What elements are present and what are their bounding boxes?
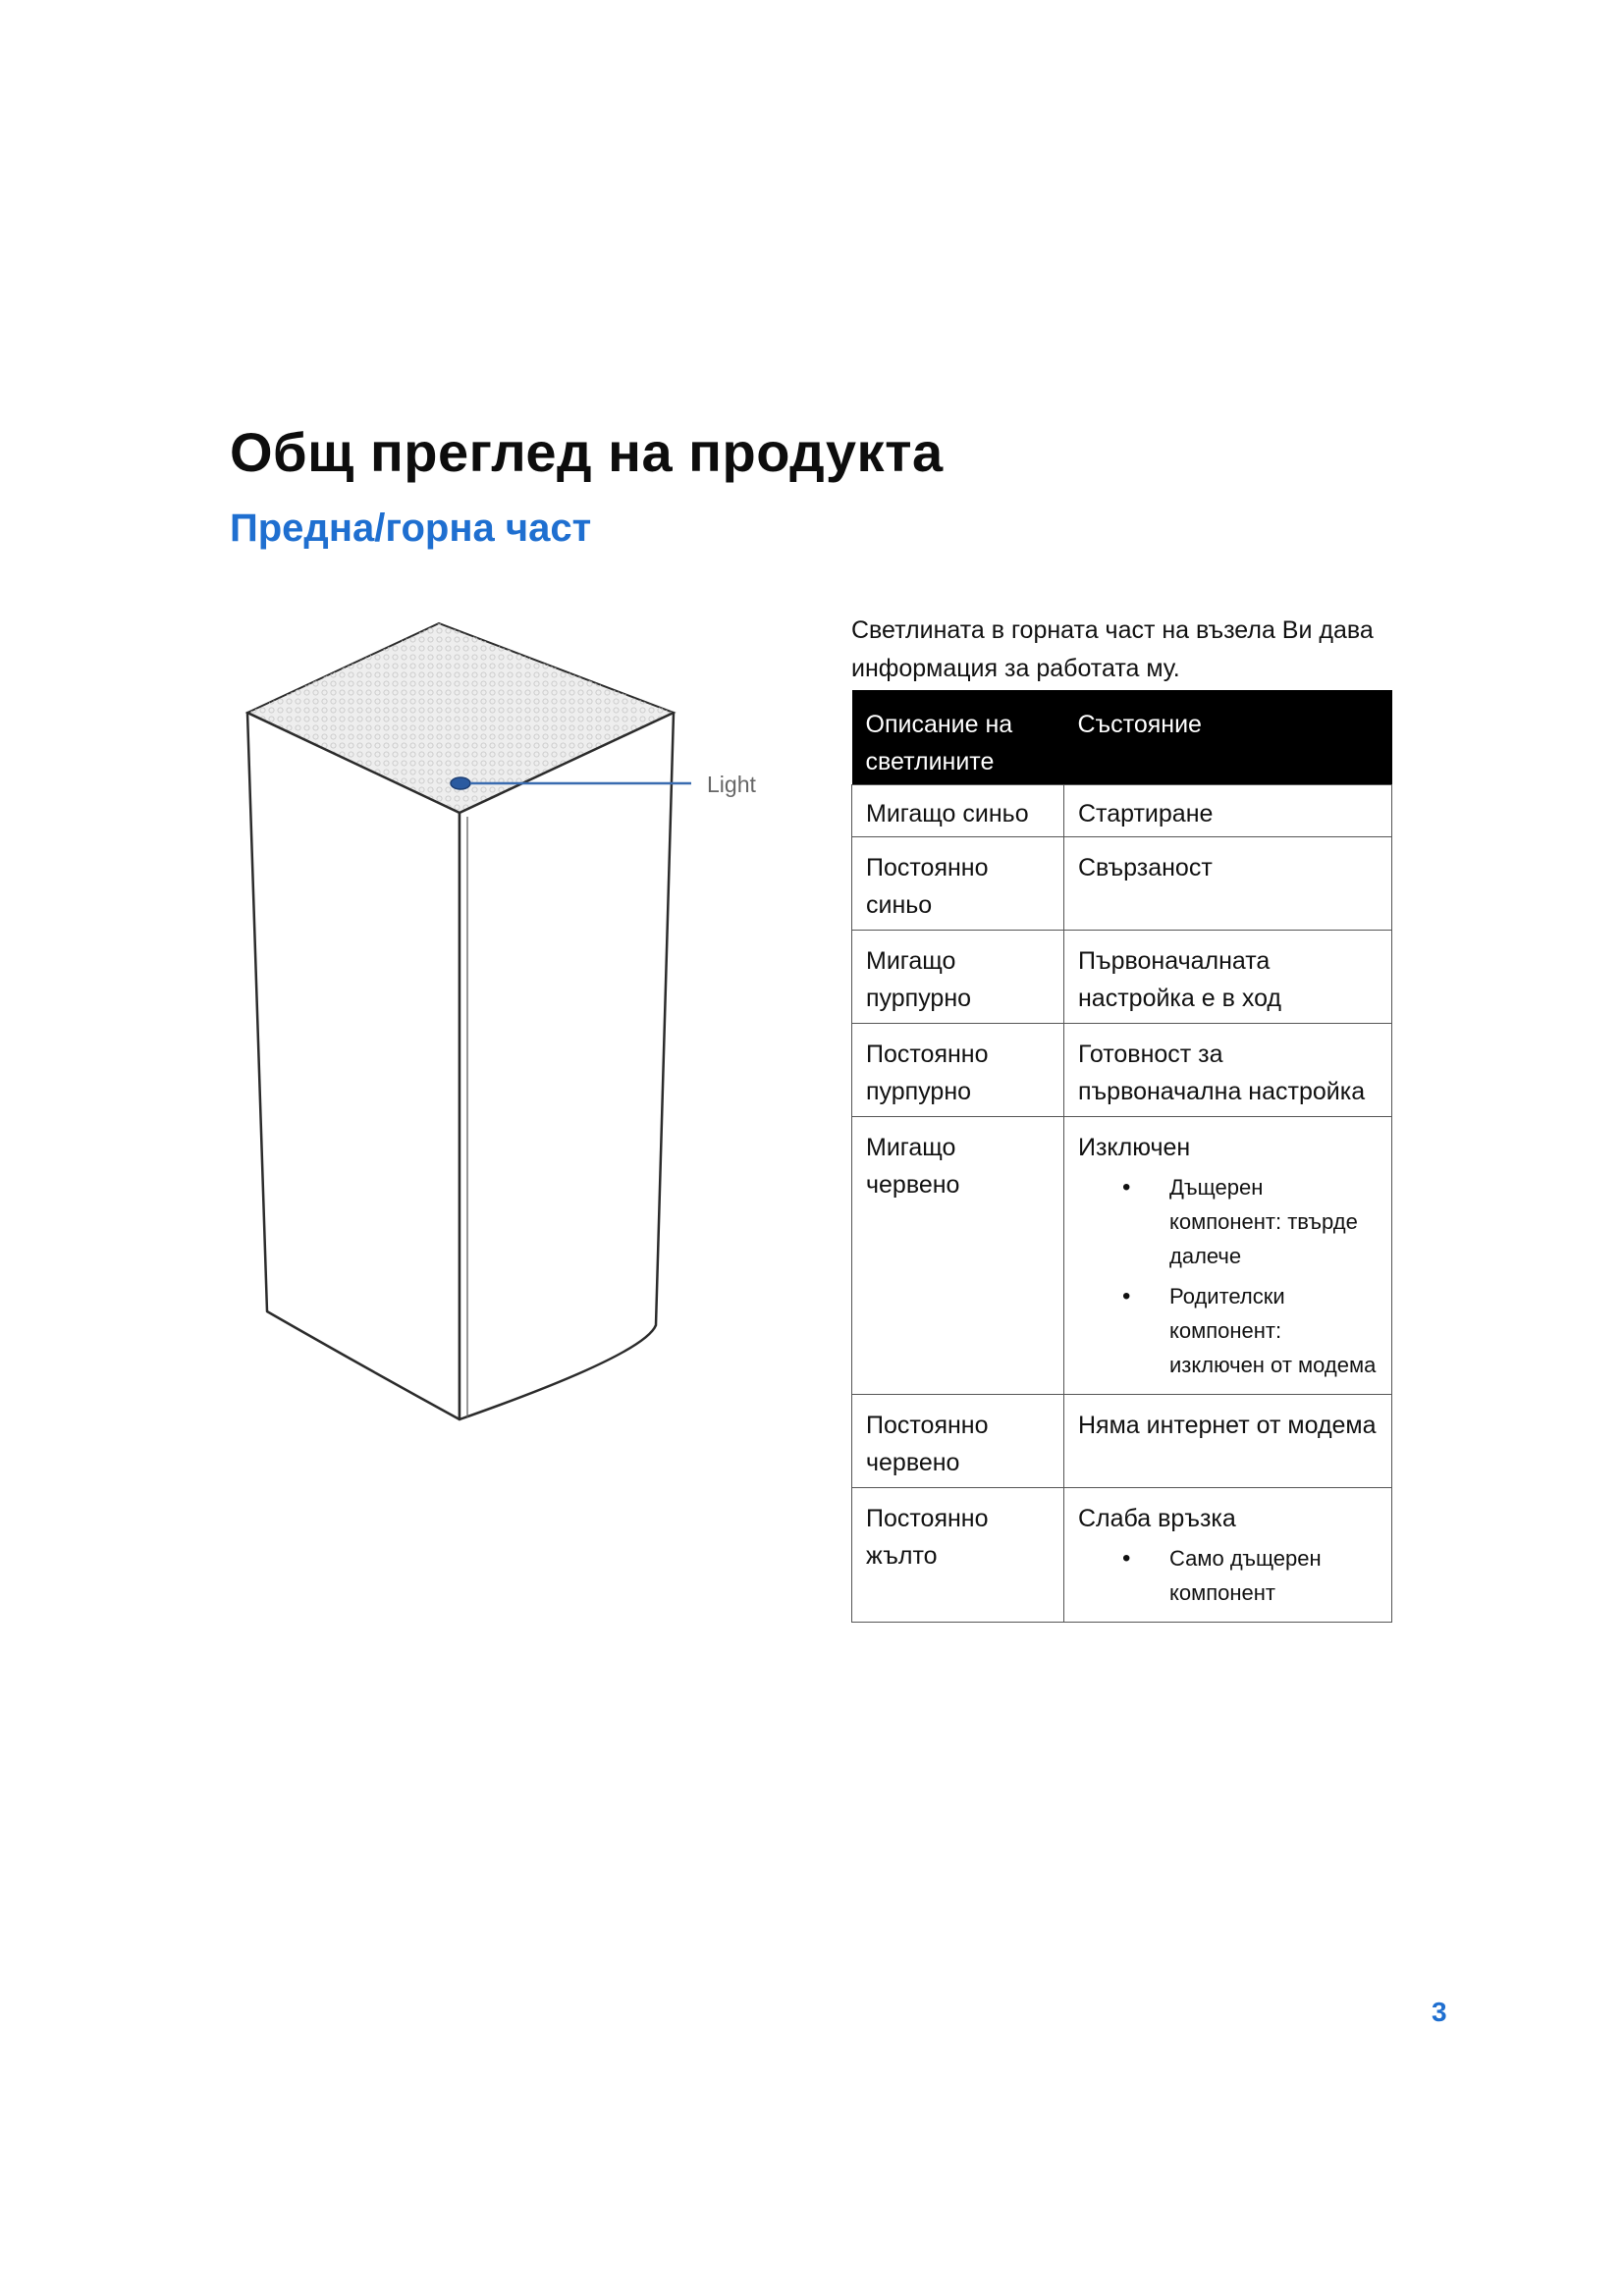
device-right-face xyxy=(460,713,674,1419)
status-detail-item: • Родителски компонент: изключен от модема xyxy=(1078,1279,1378,1382)
light-description: Постоянно синьо xyxy=(852,837,1064,931)
table-row xyxy=(852,1024,1392,1117)
device-left-face xyxy=(247,713,460,1419)
light-status: Готовност за първоначална настройка xyxy=(1064,1024,1392,1117)
status-light-icon xyxy=(451,777,470,789)
table-row xyxy=(852,1117,1392,1395)
light-description: Постоянно жълто xyxy=(852,1488,1064,1623)
led-status-table xyxy=(851,690,1392,1623)
table-row xyxy=(852,931,1392,1024)
header-status: Състояние xyxy=(1064,690,1392,785)
light-status: Слаба връзка xyxy=(1078,1505,1236,1532)
intro-paragraph: Светлината в горната част на възела Ви дава информация за работата му. xyxy=(851,616,1374,682)
header-description: Описание на светлините xyxy=(852,690,1064,785)
status-detail-item: • Дъщерен компонент: твърде далече xyxy=(1078,1170,1378,1273)
light-description: Постоянно червено xyxy=(852,1395,1064,1488)
page-title: Общ преглед на продукта xyxy=(230,421,944,483)
light-description: Мигащо синьо xyxy=(852,785,1064,837)
light-status: Няма интернет от модема xyxy=(1064,1395,1392,1488)
table-row xyxy=(852,1395,1392,1488)
light-status-cell xyxy=(1064,1488,1392,1623)
light-description: Постоянно пурпурно xyxy=(852,1024,1064,1117)
section-heading: Предна/горна част xyxy=(230,507,592,550)
light-description: Мигащо червено xyxy=(852,1117,1064,1395)
status-detail-list xyxy=(1078,1541,1378,1610)
light-status: Първоначалната настройка е в ход xyxy=(1064,931,1392,1024)
light-status: Стартиране xyxy=(1064,785,1392,837)
table-row xyxy=(852,837,1392,931)
light-callout-label: Light xyxy=(707,772,756,797)
table-row xyxy=(852,785,1392,837)
table-header-row xyxy=(852,690,1392,785)
page-number: 3 xyxy=(1432,1997,1447,2027)
status-detail-item: • Само дъщерен компонент xyxy=(1078,1541,1378,1610)
product-illustration xyxy=(232,609,782,1443)
light-description: Мигащо пурпурно xyxy=(852,931,1064,1024)
status-detail-list xyxy=(1078,1170,1378,1382)
light-status: Свързаност xyxy=(1064,837,1392,931)
table-row xyxy=(852,1488,1392,1623)
light-status-cell xyxy=(1064,1117,1392,1395)
light-status: Изключен xyxy=(1078,1134,1191,1161)
